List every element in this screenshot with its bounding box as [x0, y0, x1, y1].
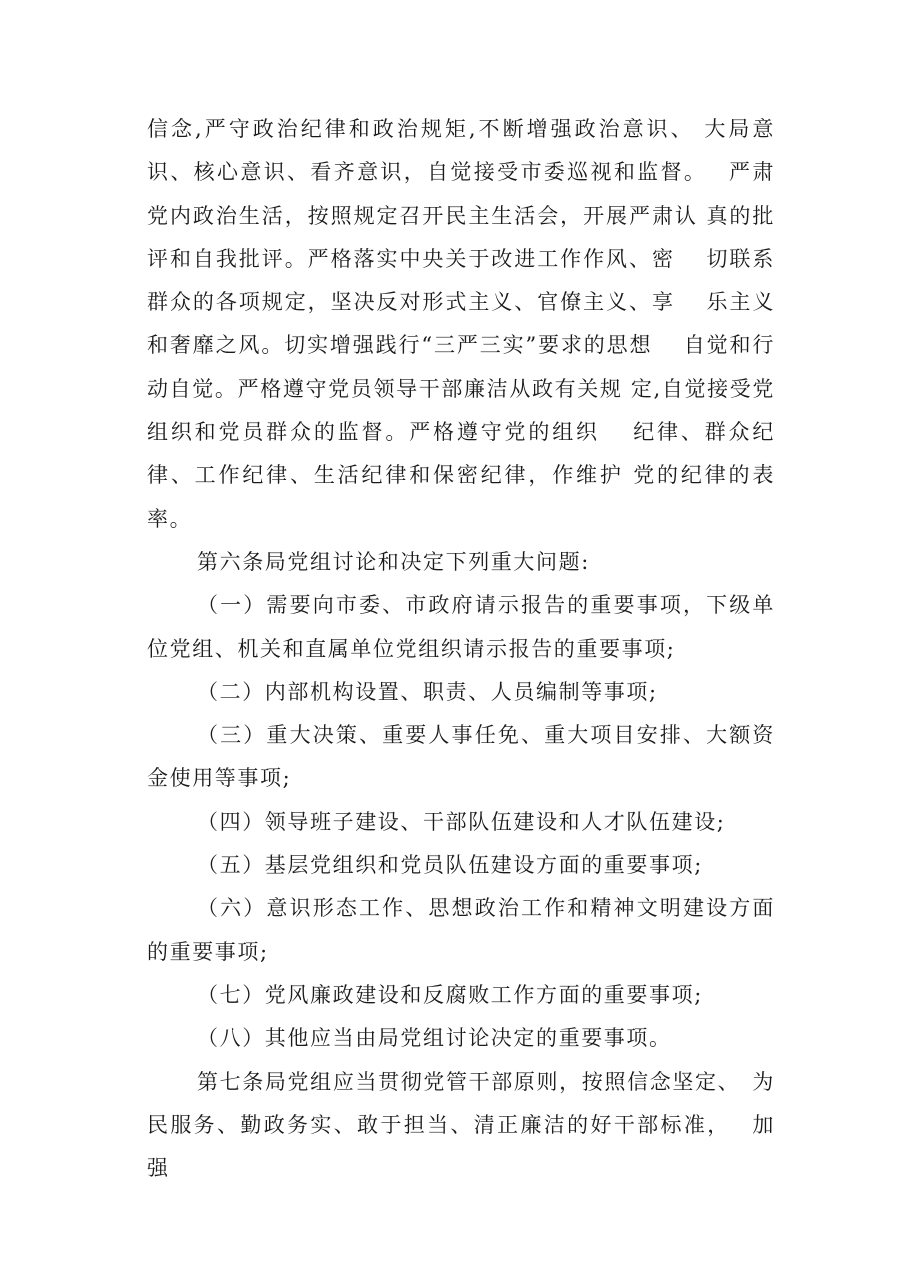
paragraph-item-6: （六）意识形态工作、思想政治工作和精神文明建设方面的重要事项;: [147, 896, 775, 964]
paragraph-item-7: （七）党风廉政建设和反腐败工作方面的重要事项;: [197, 982, 703, 1007]
paragraph-item-1: （一）需要向市委、市政府请示报告的重要事项，下级单位党组、机关和直属单位党组织请示报告的重要事项;: [147, 593, 775, 661]
paragraph-article-7: 第七条局党组应当贯彻党管干部原则，按照信念坚定、 为民服务、勤政务实、敢于担当、清正廉洁的好干部标准， 加强: [147, 1069, 775, 1181]
paragraph-item-4: （四）领导班子建设、干部队伍建设和人才队伍建设;: [197, 809, 726, 834]
paragraph-item-2: （二）内部机构设置、职责、人员编制等事项;: [197, 679, 658, 704]
document-page: [147, 108, 775, 1190]
paragraph-article-6-heading: 第六条局党组讨论和决定下列重大问题:: [197, 549, 590, 574]
paragraph-party-discipline: 信念,严守政治纪律和政治规矩,不断增强政治意识、 大局意识、核心意识、看齐意识，自觉接受市委巡视和监督。 严肃党内政治生活，按照规定召开民主生活会，开展严肃认 真的批评和自我批评。严格落实中央关于改进工作作风、密 切联系群众的各项规定，坚决反对形式主义、官僚主义、享 乐主义和奢靡之风。切实增强践行“三严三实”要求的思想 自觉和行动自觉。严格遵守党员领导干部廉洁从政有关规 定,自觉接受党组织和党员群众的监督。严格遵守党的组织 纪律、群众纪律、工作纪律、生活纪律和保密纪律，作维护 党的纪律的表率。: [147, 117, 775, 531]
paragraph-item-8: （八）其他应当由局党组讨论决定的重要事项。: [197, 1026, 672, 1051]
paragraph-item-5: （五）基层党组织和党员队伍建设方面的重要事项;: [197, 853, 703, 878]
paragraph-item-3: （三）重大决策、重要人事任免、重大项目安排、大额资金使用等事项;: [147, 723, 775, 791]
